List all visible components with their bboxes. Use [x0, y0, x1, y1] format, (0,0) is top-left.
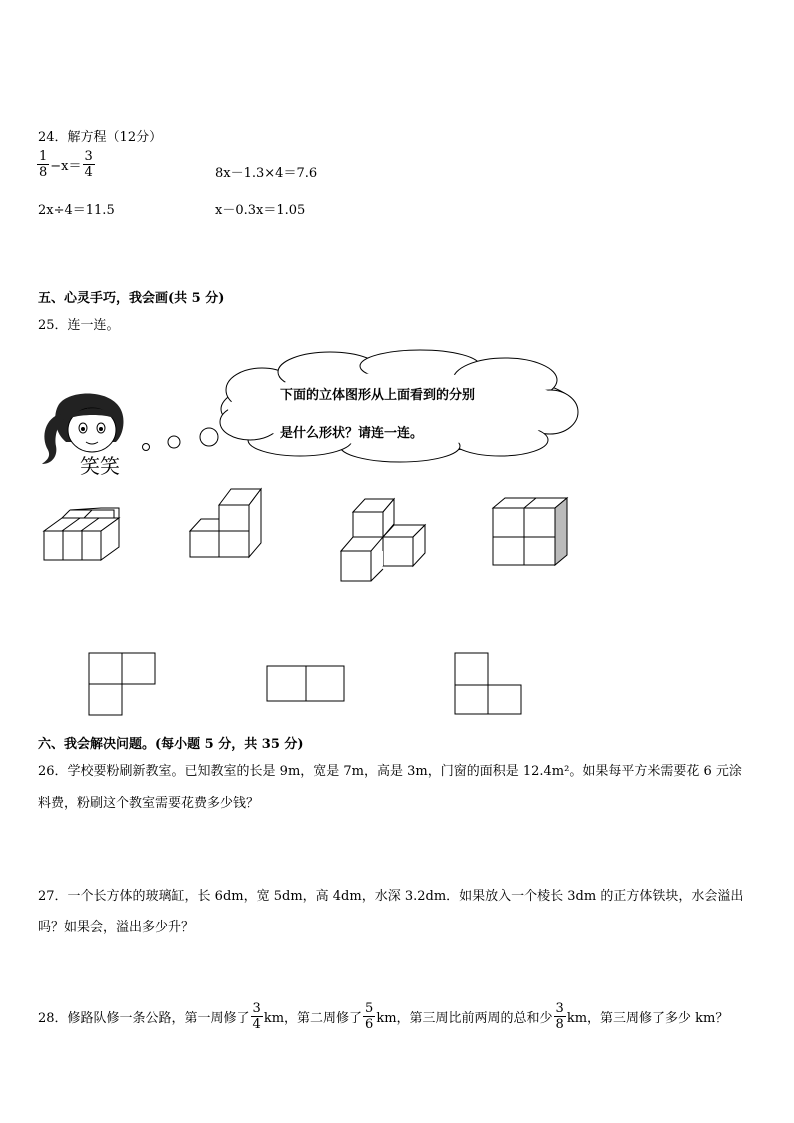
section-5-heading: 五、心灵手巧，我会画(共 5 分) [38, 291, 225, 306]
q24-title: 24．解方程（12分） [38, 130, 163, 145]
top-view-shape-2 [267, 666, 344, 701]
girl-name-label: 笑笑 [80, 454, 120, 478]
equation-3: 2x÷4＝11.5 [38, 203, 115, 218]
equation-1: $\frac{1}{8}$ −x＝ $\frac{3}{4}$ [39, 149, 93, 180]
q28-text: 28．修路队修一条公路，第一周修了 $\frac{3}{4}$ km，第二周修了 $\frac{5}{6}$ km，第三周比前两周的总和少 $\frac{3}{8}$ km，第三周修了多少 km？ [38, 1001, 729, 1032]
q26-line-1: 26．学校要粉刷新教室。已知教室的长是 9m，宽是 7m，高是 3m，门窗的面积是 12.4m²。如果每平方米需要花 6 元涂 [38, 764, 742, 779]
q27-line-2: 吗？如果会，溢出多少升？ [38, 920, 195, 935]
equation-4: x－0.3x＝1.05 [215, 203, 306, 218]
q26-line-2: 料费，粉刷这个教室需要花费多少钱？ [38, 796, 260, 811]
bubble-text-line-1: 下面的立体图形从上面看到的分别 [280, 388, 476, 403]
equation-2: 8x－1.3×4＝7.6 [215, 166, 318, 181]
fraction: $\frac{3}{4}$ [84, 149, 93, 180]
fraction: $\frac{5}{6}$ [365, 1001, 374, 1032]
top-view-shape-3 [455, 653, 521, 714]
fraction: $\frac{3}{8}$ [555, 1001, 564, 1032]
q25-title: 25．连一连。 [38, 318, 120, 333]
fraction: $\frac{1}{8}$ [39, 149, 48, 180]
top-view-shape-1 [89, 653, 155, 715]
bubble-text-line-2: 是什么形状？请连一连。 [280, 426, 424, 441]
section-6-heading: 六、我会解决问题。(每小题 5 分，共 35 分) [38, 737, 304, 752]
q27-line-1: 27．一个长方体的玻璃缸，长 6dm，宽 5dm，高 4dm，水深 3.2dm．如果放入一个棱长 3dm 的正方体铁块，水会溢出 [38, 889, 744, 904]
fraction: $\frac{3}{4}$ [252, 1001, 261, 1032]
